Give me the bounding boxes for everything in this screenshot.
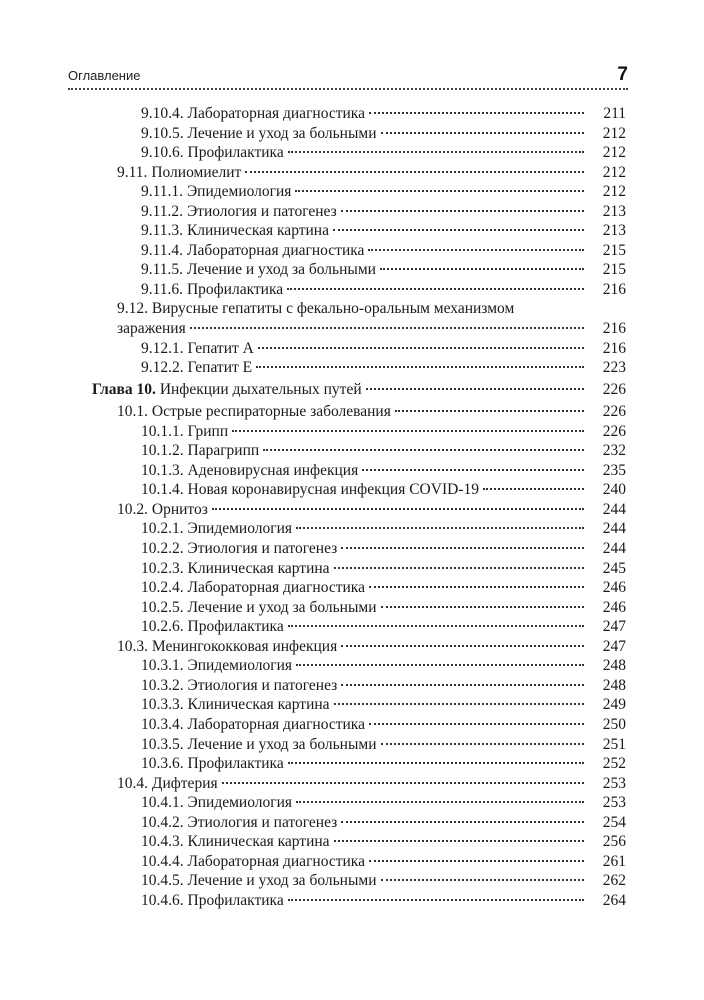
- toc-entry-title: Клиническая картина: [187, 696, 330, 714]
- toc-entry-number: 10.3.2.: [141, 676, 184, 694]
- dot-leader: [369, 586, 584, 588]
- toc-entry-label: [141, 832, 330, 852]
- toc-entry-9-12-2[interactable]: [0, 358, 704, 378]
- toc-entry-10-1-4[interactable]: [0, 480, 704, 500]
- dot-leader: [222, 782, 584, 784]
- toc-entry-number: 10.4.1.: [141, 794, 184, 812]
- toc-entry-title: Клиническая картина: [186, 222, 329, 240]
- toc-entry-label: [141, 480, 479, 500]
- toc-entry-page: 215: [602, 241, 626, 259]
- toc-entry-number: 9.12.2.: [141, 359, 184, 377]
- toc-entry-number: 10.2.6.: [141, 618, 184, 636]
- toc-entry-page: 232: [602, 442, 626, 460]
- toc-entry-page: 264: [602, 891, 626, 909]
- toc-entry-title: Гепатит E: [187, 359, 253, 377]
- toc-entry-page: 248: [602, 657, 626, 675]
- toc-entry-number: 10.1.1.: [141, 422, 184, 440]
- toc-entry-title: Этиология и патогенез: [187, 540, 338, 558]
- toc-entry-number: 10.2.2.: [141, 540, 184, 558]
- toc-entry-page: 249: [602, 696, 626, 714]
- toc-entry-page: 226: [602, 403, 626, 421]
- toc-entry-label: [141, 241, 364, 261]
- toc-entry-label: [141, 793, 292, 813]
- toc-entry-number: 10.4.4.: [141, 852, 184, 870]
- toc-entry-9-11[interactable]: [0, 163, 704, 183]
- toc-entry-title: Вирусные гепатиты с фекально-оральным механизмом: [151, 300, 515, 318]
- toc-entry-ch-10[interactable]: [0, 380, 704, 400]
- dot-leader: [334, 567, 584, 569]
- toc-entry-label: [141, 578, 365, 598]
- dot-leader: [245, 171, 584, 173]
- toc-entry-title: Инфекции дыхательных путей: [159, 380, 362, 398]
- toc-entry-9-12-1[interactable]: [0, 339, 704, 359]
- toc-entry-number: 10.2.: [117, 500, 148, 518]
- toc-entry-page: 254: [602, 813, 626, 831]
- toc-entry-label: [141, 441, 259, 461]
- dot-leader: [333, 229, 584, 231]
- toc-entry-number: 10.2.3.: [141, 559, 184, 577]
- dot-leader: [369, 860, 584, 862]
- toc-entry-title: Парагрипп: [187, 442, 260, 460]
- toc-entry-page: 235: [602, 461, 626, 479]
- toc-entry-number: 10.2.4.: [141, 579, 184, 597]
- toc-entry-9-11-6[interactable]: [0, 280, 704, 300]
- dot-leader: [288, 899, 584, 901]
- dot-leader: [296, 527, 584, 529]
- toc-entry-title: Дифтерия: [151, 774, 218, 792]
- toc-entry-label: [92, 380, 362, 400]
- toc-entry-label: [141, 871, 377, 891]
- toc-entry-9-11-1[interactable]: [0, 182, 704, 202]
- dot-leader: [232, 430, 584, 432]
- toc-entry-number: 10.2.5.: [141, 598, 184, 616]
- toc-entry-page: 256: [602, 833, 626, 851]
- dot-leader: [381, 606, 585, 608]
- toc-entry-page: 212: [602, 183, 626, 201]
- toc-entry-page: 245: [602, 559, 626, 577]
- dot-leader: [334, 703, 584, 705]
- toc-entry-label: [141, 104, 365, 124]
- dot-leader: [288, 151, 584, 153]
- toc-entry-page: 223: [602, 359, 626, 377]
- toc-entry-continuation[interactable]: [0, 319, 704, 339]
- toc-entry-title: Этиология и патогенез: [187, 676, 338, 694]
- toc-entry-title: Профилактика: [186, 280, 284, 298]
- toc-entry-9-11-2[interactable]: [0, 202, 704, 222]
- toc-entry-label: [141, 124, 377, 144]
- toc-entry-10-3-6[interactable]: [0, 754, 704, 774]
- toc-entry-label: [141, 559, 330, 579]
- toc-entry-10-4-6[interactable]: [0, 891, 704, 911]
- toc-entry-number: 10.3.4.: [141, 715, 184, 733]
- toc-entry-number: 10.4.5.: [141, 872, 184, 890]
- toc-entry-label: [141, 754, 284, 774]
- toc-entry-9-11-4[interactable]: [0, 241, 704, 261]
- toc-entry-number: 9.11.3.: [141, 222, 184, 240]
- toc-entry-number: 9.10.5.: [141, 124, 184, 142]
- toc-entry-10-1-3[interactable]: [0, 461, 704, 481]
- dot-leader: [369, 723, 584, 725]
- dot-leader: [341, 210, 584, 212]
- toc-entry-label: [141, 656, 292, 676]
- toc-entry-number: 10.1.2.: [141, 442, 184, 460]
- toc-entry-number: 10.4.: [117, 774, 148, 792]
- toc-entry-number: 10.1.3.: [141, 461, 184, 479]
- toc-entry-label: [141, 539, 337, 559]
- toc-entry-title: Орнитоз: [151, 500, 208, 518]
- toc-entry-number: 9.10.4.: [141, 105, 184, 122]
- toc-entry-page: 253: [602, 794, 626, 812]
- toc-entry-label: [141, 260, 376, 280]
- toc-entry-page: 244: [602, 520, 626, 538]
- toc-entry-10-1[interactable]: [0, 402, 704, 422]
- toc-entry-title: Гепатит A: [187, 339, 254, 357]
- toc-entry-number: 10.3.3.: [141, 696, 184, 714]
- header-page-number: 7: [617, 64, 628, 85]
- toc-entry-title: Профилактика: [187, 144, 284, 162]
- toc-entry-label: [141, 715, 365, 735]
- toc-entry-label: [117, 163, 241, 183]
- toc-entry-title: Лечение и уход за больными: [187, 124, 377, 142]
- toc-entry-label: [141, 695, 330, 715]
- dot-leader: [395, 410, 584, 412]
- toc-entry-title: Лабораторная диагностика: [187, 579, 365, 597]
- toc-entry-title: Лабораторная диагностика: [187, 105, 365, 122]
- toc-entry-9-11-5[interactable]: [0, 260, 704, 280]
- toc-entry-number: 9.11.1.: [141, 183, 184, 201]
- toc-entry-title: Эпидемиология: [187, 794, 293, 812]
- toc-entry-page: 244: [602, 500, 626, 518]
- toc-entry-title: Клиническая картина: [187, 833, 330, 851]
- toc-entry-9-10-6[interactable]: [0, 143, 704, 163]
- toc-entry-number: 10.3.: [117, 637, 148, 655]
- toc-entry-page: 226: [602, 380, 626, 398]
- dot-leader: [258, 347, 584, 349]
- toc-entry-page: 247: [602, 618, 626, 636]
- toc-entry-label: [141, 280, 283, 300]
- toc-entry-label: [141, 339, 254, 359]
- toc-entry-number: 10.3.6.: [141, 755, 184, 773]
- toc-entry-page: 251: [602, 735, 626, 753]
- toc-entry-page: 244: [602, 540, 626, 558]
- toc-entry-9-10-4[interactable]: [0, 104, 704, 124]
- toc-entry-number: 9.12.: [117, 300, 148, 318]
- toc-entry-number: 9.11.: [117, 163, 148, 181]
- header-dotted-rule: [68, 88, 628, 90]
- toc-entry-title: Лабораторная диагностика: [187, 715, 365, 733]
- toc-entry-10-2-3[interactable]: [0, 559, 704, 579]
- toc-entry-10-3[interactable]: [0, 637, 704, 657]
- toc-entry-label: [141, 143, 284, 163]
- toc-entry-number: 9.11.5.: [141, 261, 184, 279]
- toc-entry-page: 215: [602, 261, 626, 279]
- toc-entry-title: Менингококковая инфекция: [151, 637, 338, 655]
- toc-entry-9-11-3[interactable]: [0, 221, 704, 241]
- dot-leader: [341, 547, 584, 549]
- toc-entry-number: 9.12.1.: [141, 339, 184, 357]
- header-title: Оглавление: [68, 68, 141, 83]
- toc-entry-label: [117, 637, 337, 657]
- toc-entry-title: Лабораторная диагностика: [186, 241, 365, 259]
- toc-entry-page: 213: [602, 202, 626, 220]
- toc-entry-label: [141, 221, 329, 241]
- toc-entry-label: [141, 182, 291, 202]
- toc-entry-10-3-2[interactable]: [0, 676, 704, 696]
- toc-entry-page: 213: [602, 222, 626, 240]
- dot-leader: [369, 112, 584, 114]
- toc-entry-page: 212: [602, 144, 626, 162]
- dot-leader: [368, 249, 584, 251]
- toc-entry-10-2-1[interactable]: [0, 519, 704, 539]
- toc-entry-title: Полиомиелит: [151, 163, 242, 181]
- toc-entry-10-2[interactable]: [0, 500, 704, 520]
- toc-entry-title: Лечение и уход за больными: [187, 735, 377, 753]
- toc-entry-label: [117, 774, 218, 794]
- toc-entry-title: Эпидемиология: [186, 183, 292, 201]
- toc-entry-page: 226: [602, 422, 626, 440]
- toc-entry-10-2-6[interactable]: [0, 617, 704, 637]
- toc-entry-title: Новая коронавирусная инфекция COVID-19: [187, 481, 479, 499]
- toc-entry-label: [141, 852, 365, 872]
- toc-entry-label: [141, 598, 377, 618]
- dot-leader: [362, 469, 584, 471]
- toc-entry-title: Профилактика: [187, 755, 284, 773]
- dot-leader: [263, 449, 584, 451]
- dot-leader: [366, 388, 584, 390]
- dot-leader: [288, 762, 584, 764]
- toc-entry-10-3-3[interactable]: [0, 695, 704, 715]
- toc-entry-title: Лечение и уход за больными: [186, 261, 376, 279]
- dot-leader: [341, 645, 584, 647]
- running-header: [68, 66, 628, 92]
- dot-leader: [381, 879, 585, 881]
- toc-entry-page: 216: [602, 339, 626, 357]
- toc-entry-10-4-5[interactable]: [0, 871, 704, 891]
- toc-entry-10-2-2[interactable]: [0, 539, 704, 559]
- toc-entry-number: 9.10.6.: [141, 144, 184, 162]
- toc-entry-10-4-2[interactable]: [0, 813, 704, 833]
- toc-entry-title: Профилактика: [187, 891, 284, 909]
- toc-entry-page: 216: [602, 320, 626, 338]
- toc-entry-title: Этиология и патогенез: [186, 202, 337, 220]
- toc-entry-10-1-1[interactable]: [0, 422, 704, 442]
- toc-entry-title: Аденовирусная инфекция: [187, 461, 359, 479]
- dot-leader: [212, 508, 584, 510]
- toc-entry-title: Лечение и уход за больными: [187, 872, 377, 890]
- toc-entry-number: 10.4.2.: [141, 813, 184, 831]
- toc-entry-number: 10.1.: [117, 403, 148, 421]
- toc-entry-number: 10.4.6.: [141, 891, 184, 909]
- toc-entry-title: Клиническая картина: [187, 559, 330, 577]
- toc-entry-title: Профилактика: [187, 618, 284, 636]
- toc-entry-9-12[interactable]: [0, 299, 704, 319]
- toc-entry-title-continued: заражения: [117, 320, 186, 338]
- dot-leader: [334, 840, 584, 842]
- toc-entry-10-3-1[interactable]: [0, 656, 704, 676]
- dot-leader: [341, 684, 584, 686]
- toc-entry-number: 10.3.1.: [141, 657, 184, 675]
- toc-entry-page: 250: [602, 715, 626, 733]
- toc-entry-page: 246: [602, 579, 626, 597]
- toc-entry-label: [117, 402, 391, 422]
- dot-leader: [295, 190, 584, 192]
- toc-entry-title: Острые респираторные заболевания: [151, 403, 391, 421]
- dot-leader: [287, 288, 584, 290]
- toc-entry-number: 10.1.4.: [141, 481, 184, 499]
- dot-leader: [380, 268, 584, 270]
- toc-entry-number: 9.11.4.: [141, 241, 184, 259]
- toc-entry-label: [141, 813, 337, 833]
- toc-entry-title: Этиология и патогенез: [187, 813, 338, 831]
- toc-entry-label: [141, 519, 292, 539]
- toc-entry-10-4-3[interactable]: [0, 832, 704, 852]
- toc-entry-label: [141, 358, 252, 378]
- table-of-contents: [0, 104, 704, 910]
- toc-entry-title: Лабораторная диагностика: [187, 852, 365, 870]
- toc-entry-page: 240: [602, 481, 626, 499]
- toc-entry-10-4-1[interactable]: [0, 793, 704, 813]
- toc-entry-10-4[interactable]: [0, 774, 704, 794]
- toc-entry-page: 211: [603, 105, 626, 122]
- toc-entry-label: [141, 676, 337, 696]
- toc-entry-10-4-4[interactable]: [0, 852, 704, 872]
- toc-entry-number: Глава 10.: [92, 380, 156, 398]
- toc-entry-number: 10.4.3.: [141, 833, 184, 851]
- toc-entry-page: 247: [602, 637, 626, 655]
- toc-entry-number: 10.2.1.: [141, 520, 184, 538]
- dot-leader: [381, 132, 585, 134]
- dot-leader: [341, 821, 584, 823]
- toc-entry-page: 261: [602, 852, 626, 870]
- dot-leader: [296, 801, 584, 803]
- toc-entry-number: 9.11.6.: [141, 280, 184, 298]
- toc-entry-page: 246: [602, 598, 626, 616]
- toc-entry-10-3-4[interactable]: [0, 715, 704, 735]
- toc-entry-title: Лечение и уход за больными: [187, 598, 377, 616]
- toc-entry-label: [117, 299, 514, 319]
- toc-entry-page: 216: [602, 280, 626, 298]
- toc-entry-label: [141, 461, 358, 481]
- toc-entry-10-1-2[interactable]: [0, 441, 704, 461]
- toc-entry-label: [117, 500, 208, 520]
- dot-leader: [381, 743, 585, 745]
- toc-entry-10-2-5[interactable]: [0, 598, 704, 618]
- toc-entry-number: 9.11.2.: [141, 202, 184, 220]
- toc-entry-10-3-5[interactable]: [0, 735, 704, 755]
- toc-entry-number: 10.3.5.: [141, 735, 184, 753]
- dot-leader: [288, 625, 584, 627]
- toc-entry-page: 253: [602, 774, 626, 792]
- toc-entry-page: 248: [602, 676, 626, 694]
- toc-entry-label: [141, 891, 284, 911]
- toc-entry-label: [141, 202, 337, 222]
- toc-entry-9-10-5[interactable]: [0, 124, 704, 144]
- toc-entry-page: 212: [602, 124, 626, 142]
- dot-leader: [190, 327, 584, 329]
- toc-entry-label: [141, 617, 284, 637]
- toc-entry-title: Эпидемиология: [187, 520, 293, 538]
- toc-entry-title: Эпидемиология: [187, 657, 293, 675]
- dot-leader: [483, 488, 584, 490]
- toc-entry-title: Грипп: [187, 422, 229, 440]
- dot-leader: [296, 664, 584, 666]
- toc-entry-page: 252: [602, 755, 626, 773]
- toc-entry-page: 262: [602, 872, 626, 890]
- toc-entry-label: [141, 735, 377, 755]
- toc-entry-page: 212: [602, 163, 626, 181]
- toc-entry-label: [141, 422, 228, 442]
- toc-entry-10-2-4[interactable]: [0, 578, 704, 598]
- dot-leader: [256, 366, 584, 368]
